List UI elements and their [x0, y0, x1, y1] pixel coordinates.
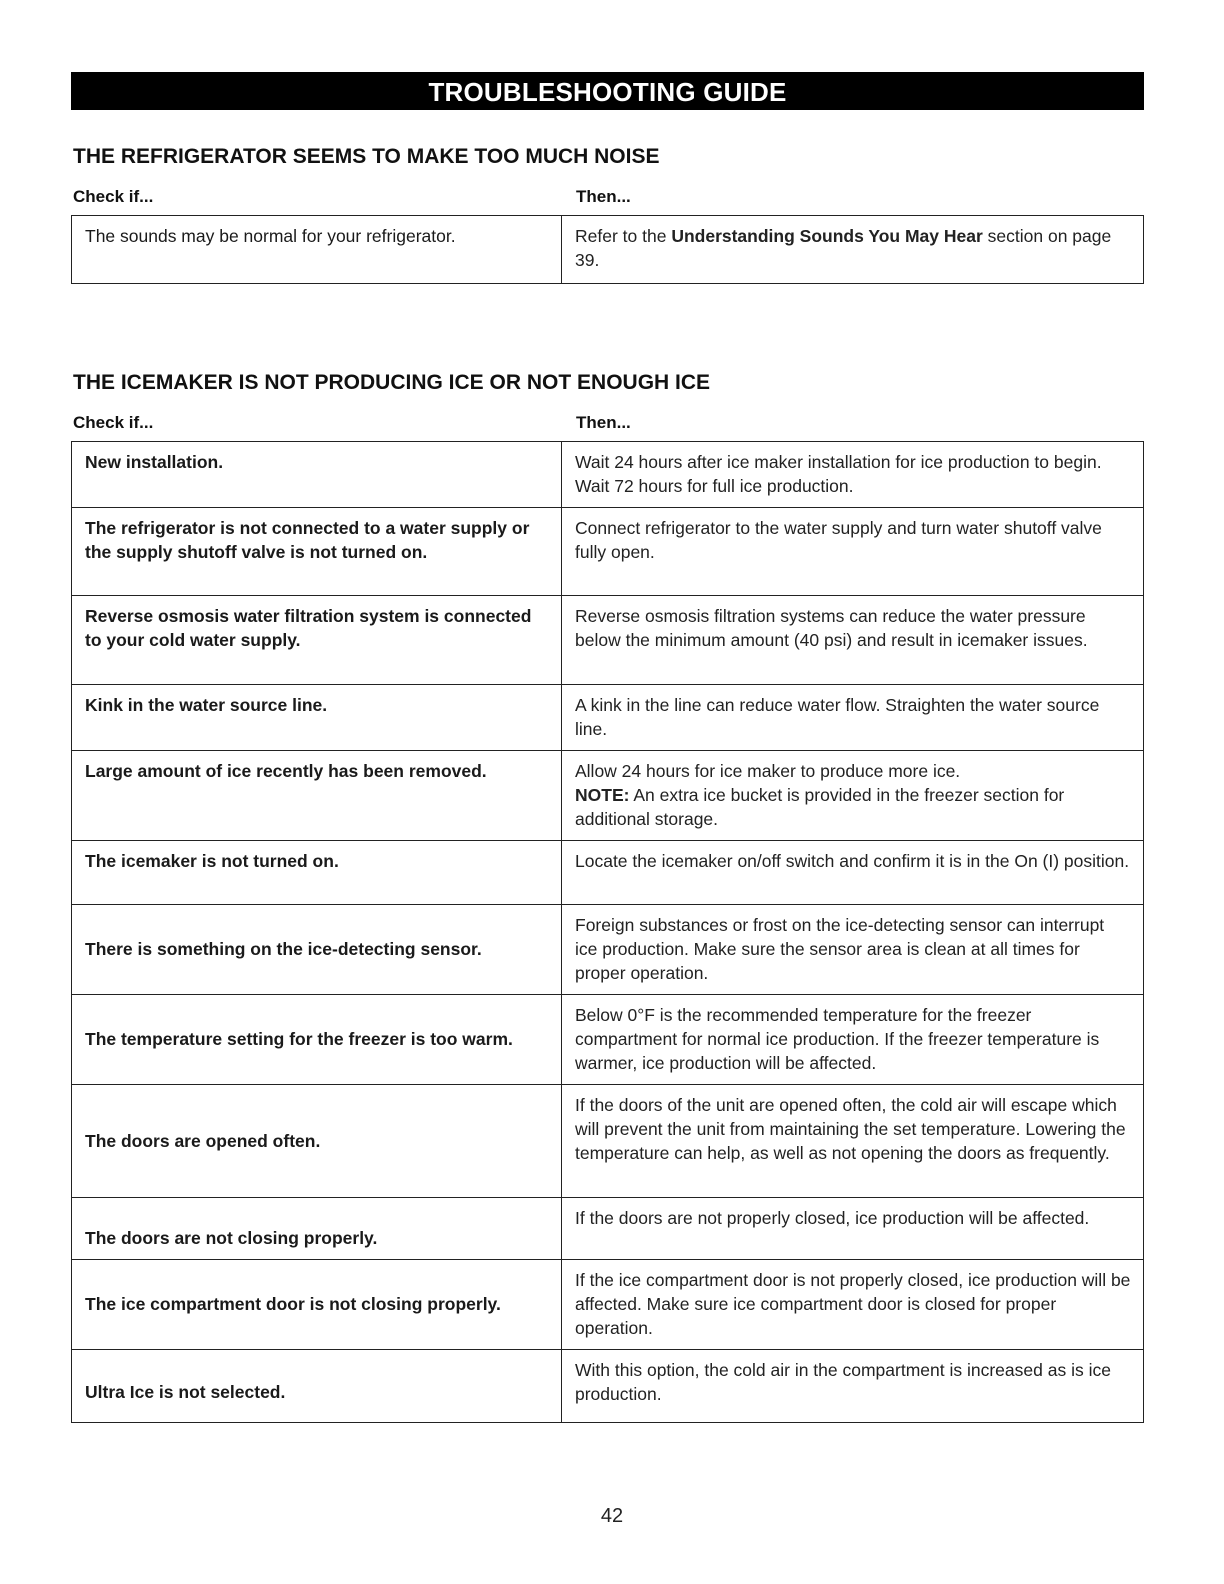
check-cell: The ice compartment door is not closing properly. — [72, 1260, 562, 1350]
section-title-noise: THE REFRIGERATOR SEEMS TO MAKE TOO MUCH NOISE — [73, 145, 660, 168]
check-cell: The doors are not closing properly. — [72, 1198, 562, 1260]
then-cell: If the ice compartment door is not properly closed, ice production will be affected. Make sure ice compartment door is closed for proper operation. — [562, 1260, 1144, 1350]
table-row — [72, 905, 1144, 995]
check-cell: Ultra Ice is not selected. — [72, 1350, 562, 1423]
table-row — [72, 442, 1144, 508]
then-cell: Foreign substances or frost on the ice-detecting sensor can interrupt ice production. Make sure the sensor area is clean at all times for proper operation. — [562, 905, 1144, 995]
check-cell: The refrigerator is not connected to a water supply or the supply shutoff valve is not turned on. — [72, 508, 562, 596]
then-cell: A kink in the line can reduce water flow. Straighten the water source line. — [562, 685, 1144, 751]
table-row — [72, 1085, 1144, 1198]
then-cell: If the doors are not properly closed, ice production will be affected. — [562, 1198, 1144, 1260]
then-cell: Wait 24 hours after ice maker installation for ice production to begin. Wait 72 hours for full ice production. — [562, 442, 1144, 508]
table-row — [72, 508, 1144, 596]
table-row — [72, 1260, 1144, 1350]
check-cell: The sounds may be normal for your refrigerator. — [72, 216, 562, 284]
note-label: NOTE: — [575, 785, 630, 805]
icemaker-table — [71, 441, 1144, 1423]
check-cell: The icemaker is not turned on. — [72, 841, 562, 905]
check-cell: The doors are opened often. — [72, 1085, 562, 1198]
check-cell: Large amount of ice recently has been removed. — [72, 751, 562, 841]
check-cell: Reverse osmosis water filtration system is connected to your cold water supply. — [72, 596, 562, 685]
table-row — [72, 751, 1144, 841]
table-row — [72, 596, 1144, 685]
then-cell: Reverse osmosis filtration systems can reduce the water pressure below the minimum amount (40 psi) and result in icemaker issues. — [562, 596, 1144, 685]
check-if-header: Check if... — [73, 413, 154, 432]
then-cell — [562, 216, 1144, 284]
then-cell — [562, 751, 1144, 841]
then-bold-text: Understanding Sounds You May Hear — [671, 226, 983, 246]
then-header: Then... — [576, 187, 631, 206]
table-row — [72, 685, 1144, 751]
then-text: Allow 24 hours for ice maker to produce more ice. — [575, 761, 961, 781]
check-cell: The temperature setting for the freezer is too warm. — [72, 995, 562, 1085]
check-if-header: Check if... — [73, 187, 154, 206]
table-row — [72, 216, 1144, 284]
check-cell: There is something on the ice-detecting sensor. — [72, 905, 562, 995]
table-row — [72, 1350, 1144, 1423]
table-row — [72, 841, 1144, 905]
then-text: Refer to the — [575, 226, 672, 246]
page-title-banner: TROUBLESHOOTING GUIDE — [71, 72, 1144, 110]
section-title-icemaker: THE ICEMAKER IS NOT PRODUCING ICE OR NOT ENOUGH ICE — [73, 371, 711, 394]
noise-table — [71, 215, 1144, 284]
table-row — [72, 995, 1144, 1085]
check-cell: Kink in the water source line. — [72, 685, 562, 751]
then-header: Then... — [576, 413, 631, 432]
page-number: 42 — [600, 1505, 624, 1527]
then-text: section on page 39. — [575, 226, 1112, 270]
then-cell: Connect refrigerator to the water supply and turn water shutoff valve fully open. — [562, 508, 1144, 596]
then-cell: If the doors of the unit are opened often, the cold air will escape which will prevent the unit from maintaining the set temperature. Lowering the temperature can help, as well as not opening the doors as frequently. — [562, 1085, 1144, 1198]
then-cell: Locate the icemaker on/off switch and confirm it is in the On (I) position. — [562, 841, 1144, 905]
then-cell: Below 0°F is the recommended temperature for the freezer compartment for normal ice production. If the freezer temperature is warmer, ice production will be affected. — [562, 995, 1144, 1085]
then-cell: With this option, the cold air in the compartment is increased as is ice production. — [562, 1350, 1144, 1423]
check-cell: New installation. — [72, 442, 562, 508]
table-row — [72, 1198, 1144, 1260]
note-text: An extra ice bucket is provided in the freezer section for additional storage. — [575, 785, 1065, 829]
